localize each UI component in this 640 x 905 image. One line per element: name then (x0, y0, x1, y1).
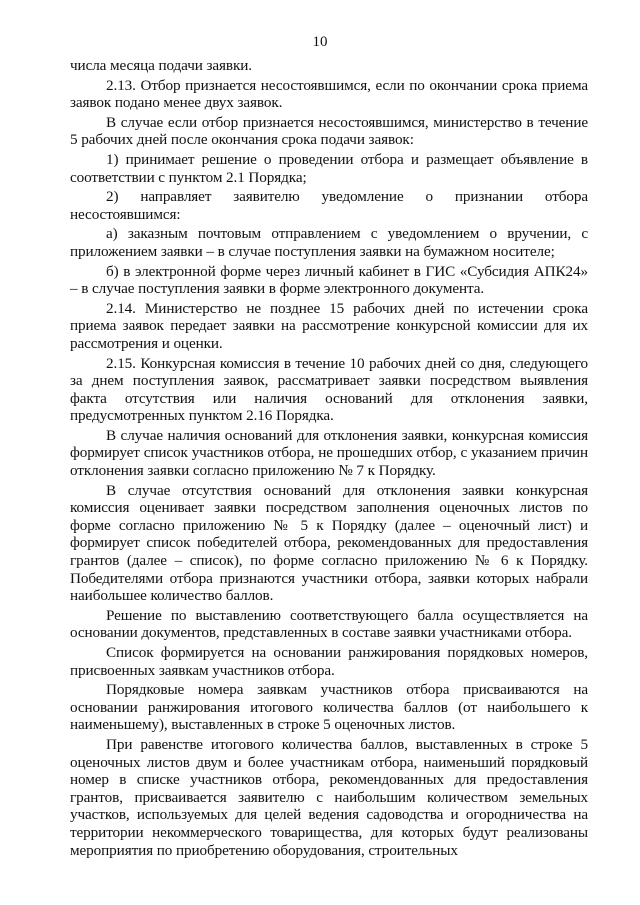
paragraph-failed-selection: В случае если отбор признается несостоявшимся, министерство в течение 5 рабочих дней после окончания срока подачи заявок: (70, 113, 588, 149)
page-number: 10 (312, 34, 328, 50)
paragraph-continuation: числа месяца подачи заявки. (70, 57, 252, 74)
paragraph-2-14: 2.14. Министерство не позднее 15 рабочих дней по истечении срока приема заявок передает заявки на рассмотрение конкурсной комиссии для их рассмотрения и оценки. (70, 299, 588, 352)
paragraph-2-15: 2.15. Конкурсная комиссия в течение 10 рабочих дней со дня, следующего за днем поступления заявок, рассматривает заявки посредством выявления факта отсутствия или наличия оснований для отклонения заявки, предусмотренных пунктом 2.16 Порядка. (70, 354, 588, 425)
paragraph-item-a: а) заказным почтовым отправлением с уведомлением о вручении, с приложением заявки – в случае поступления заявки на бумажном носителе; (70, 225, 588, 260)
paragraph-list-formation: Список формируется на основании ранжирования порядковых номеров, присвоенных заявкам участников отбора. (70, 644, 588, 679)
paragraph-evaluation: В случае отсутствия оснований для отклонения заявки конкурсная комиссия оценивает заявки посредством заполнения оценочных листов по форме согласно приложению № 5 к Порядку (далее – оценочный лист) и формирует список победителей отбора, рекомендованных для предоставления грантов (далее – список), по форме согласно приложению № 6 к Порядку. Победителями отбора признаются участники отбора, заявки которых набрали наибольшее количество баллов. (70, 481, 588, 605)
paragraph-item-b: б) в электронной форме через личный кабинет в ГИС «Субсидия АПК24» – в случае поступления заявки в форме электронного документа. (70, 262, 588, 298)
paragraph-2-13: 2.13. Отбор признается несостоявшимся, если по окончании срока приема заявок подано менее двух заявок. (70, 76, 588, 112)
paragraph-item-2: 2) направляет заявителю уведомление о признании отбора несостоявшимся: (70, 188, 588, 223)
document-body (70, 57, 588, 861)
paragraph-score-decision: Решение по выставлению соответствующего балла осуществляется на основании документов, представленных в составе заявки участниками отбора. (70, 606, 588, 642)
paragraph-item-1: 1) принимает решение о проведении отбора и размещает объявление в соответствии с пунктом 2.1 Порядка; (70, 150, 588, 186)
paragraph-ranking-numbers: Порядковые номера заявкам участников отбора присваиваются на основании ранжирования итогового количества баллов (от наибольшего к наименьшему), выставленных в строке 5 оценочных листов. (70, 681, 588, 734)
paragraph-rejection-grounds: В случае наличия оснований для отклонения заявки, конкурсная комиссия формирует список участников отбора, не прошедших отбор, с указанием причин отклонения заявки согласно приложению № 7 к Порядку. (70, 426, 588, 480)
paragraph-tie-break: При равенстве итогового количества баллов, выставленных в строке 5 оценочных листов двум и более участникам отбора, наименьший порядковый номер в списке участников отбора, рекомендованных для предоставления грантов, присваивается заявителю с наибольшим количеством земельных участков, используемых для целей ведения садоводства и огородничества на территории некоммерческого товарищества, для которых будут реализованы мероприятия по приобретению оборудования, строительных (70, 735, 588, 859)
